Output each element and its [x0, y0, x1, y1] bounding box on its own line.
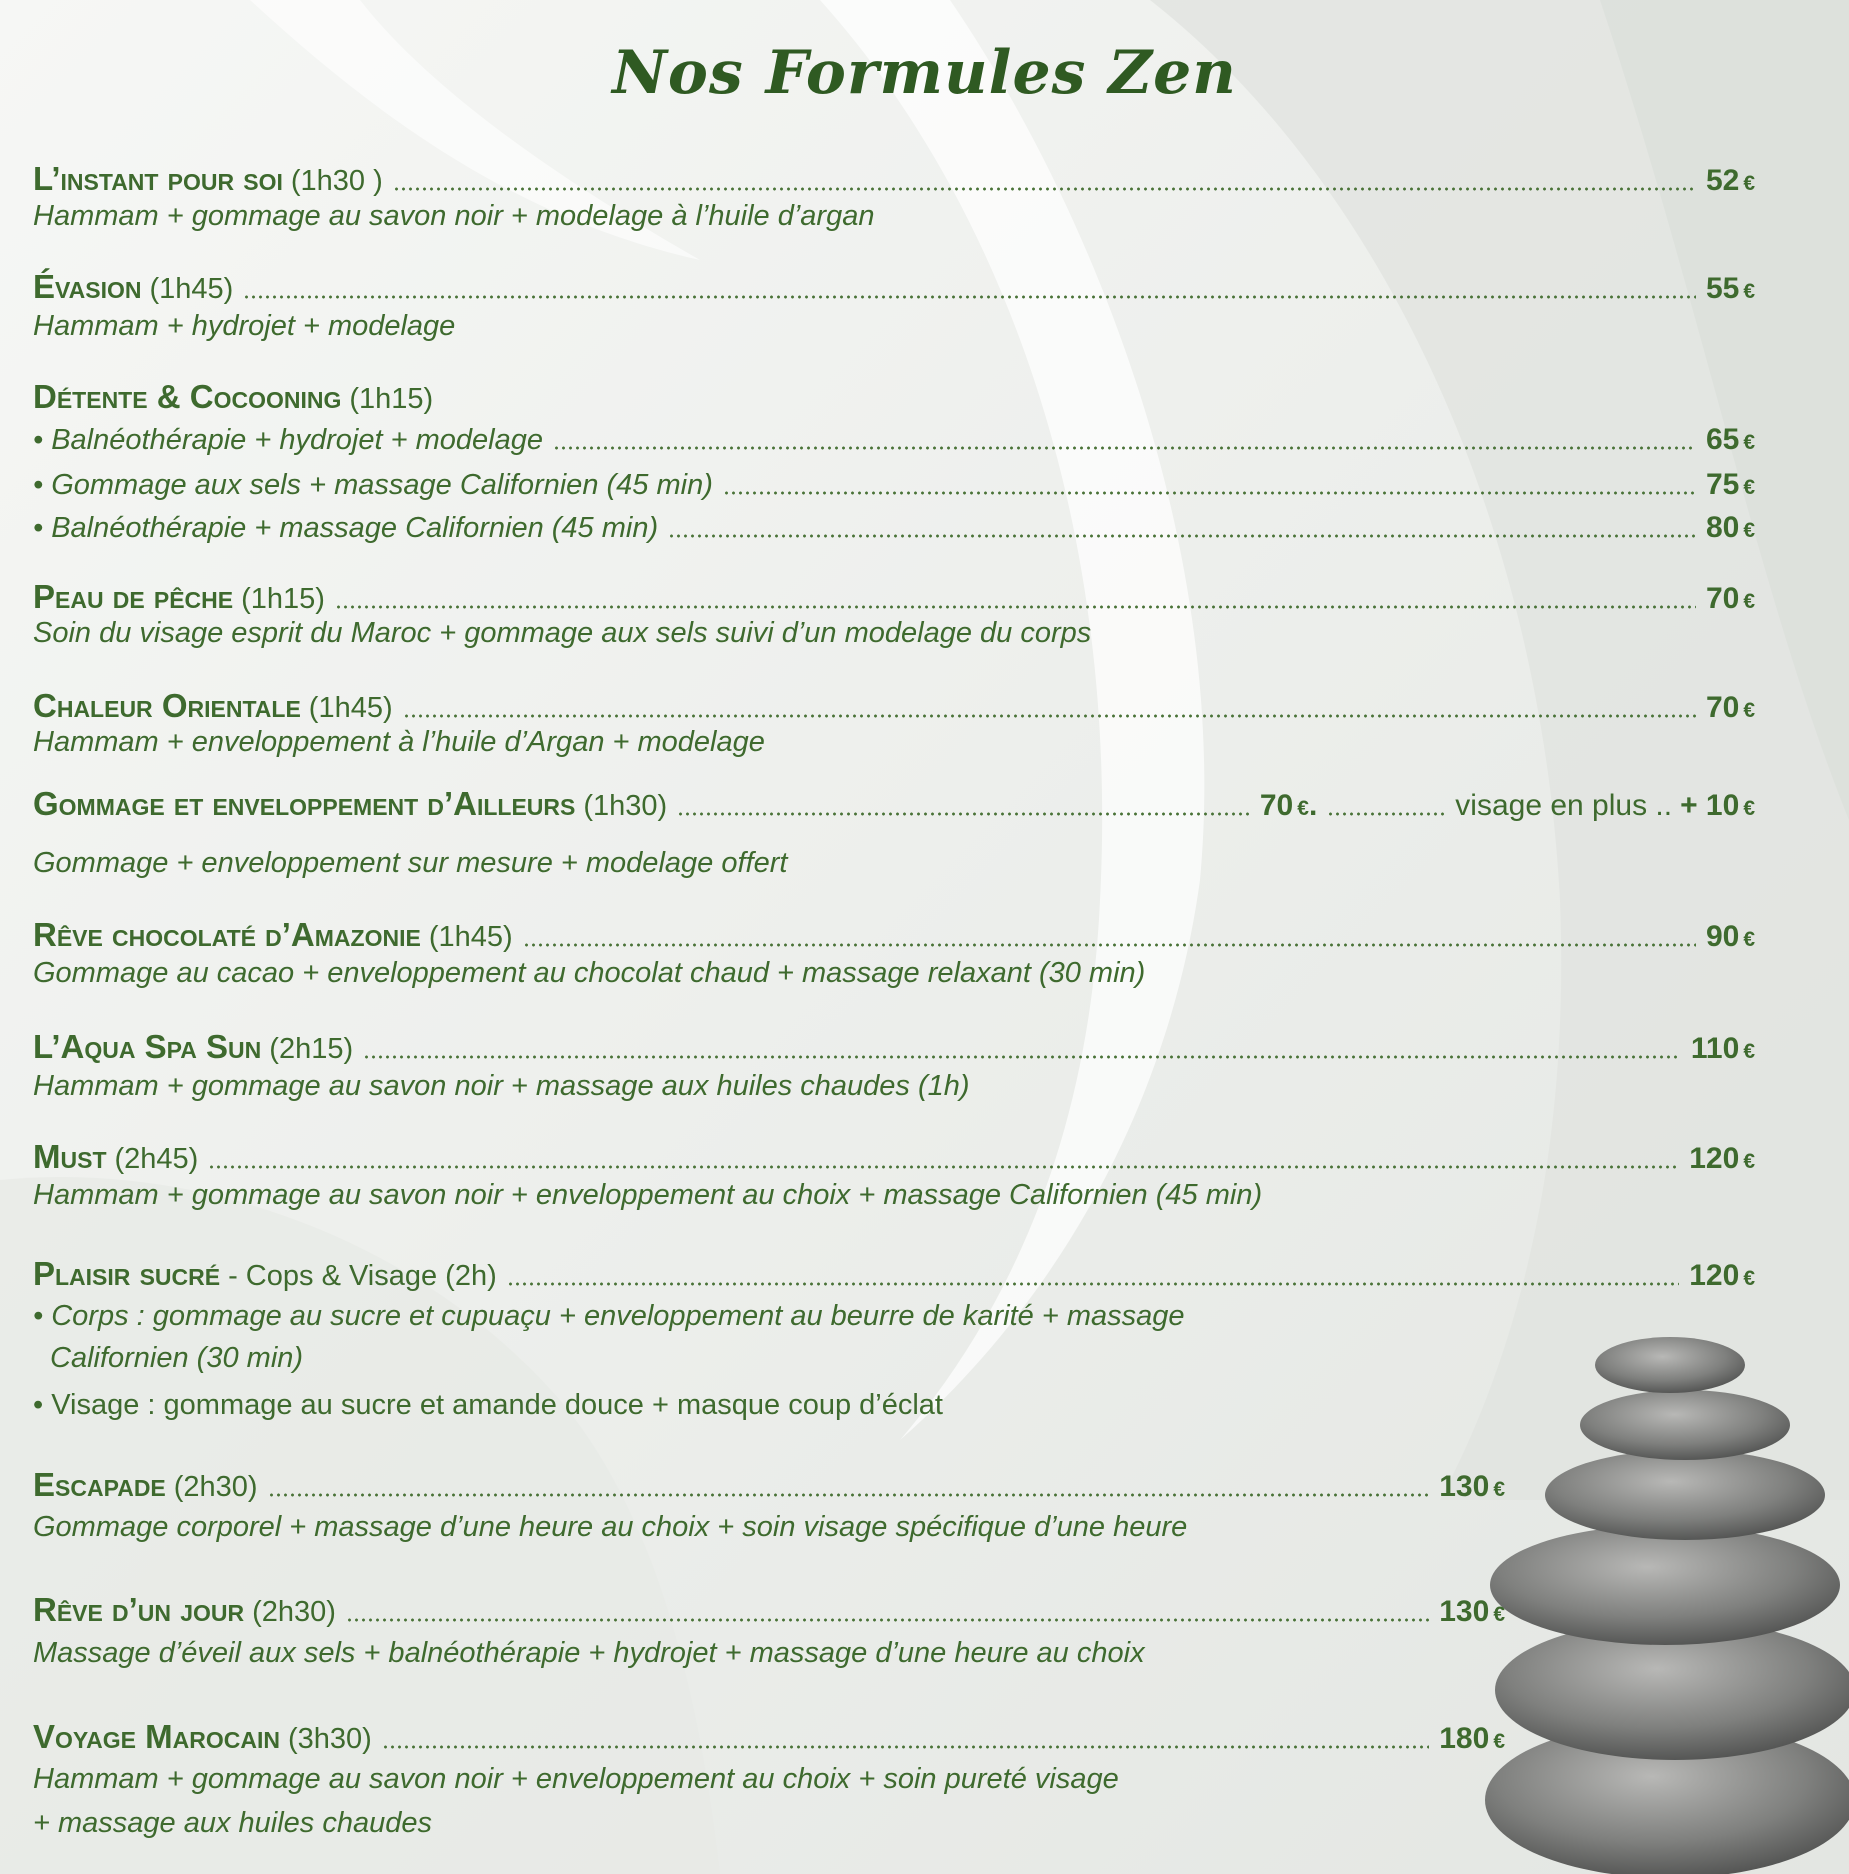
entry-description: Hammam + gommage au savon noir + enveloppement au choix + soin pureté visage	[33, 1763, 1119, 1795]
option-text: • Balnéothérapie + massage Californien (45 min)	[33, 512, 659, 544]
entry-line	[33, 1718, 1505, 1756]
entry-name: Détente & Cocooning	[33, 378, 342, 415]
entry-name: Rêve chocolaté d’Amazonie	[33, 916, 421, 953]
entry-description: + massage aux huiles chaudes	[33, 1807, 433, 1839]
entry-description: Hammam + gommage au savon noir + enveloppement au choix + massage Californien (45 min)	[33, 1179, 1263, 1211]
dot-leader	[507, 1282, 1680, 1286]
entry-line	[33, 1255, 1755, 1293]
entry-duration: (1h45)	[428, 921, 513, 953]
entry-price: 90 €	[1705, 920, 1755, 953]
bullet-text: Californien (30 min)	[50, 1342, 304, 1374]
option-text: • Gommage aux sels + massage Californien (45 min)	[33, 469, 713, 501]
option-line	[33, 423, 1755, 457]
entry-line	[33, 378, 1755, 416]
dot-leader	[723, 491, 1696, 495]
entry-description: Hammam + gommage au savon noir + massage aux huiles chaudes (1h)	[33, 1070, 970, 1102]
entry-price: 52 €	[1705, 164, 1755, 197]
entry-name: Peau de pêche	[33, 578, 234, 615]
option-line	[33, 468, 1755, 502]
entry-duration: (1h15)	[241, 583, 325, 615]
entry-description: Gommage + enveloppement sur mesure + modelage offert	[33, 847, 788, 879]
entry-price: 120 €	[1689, 1259, 1755, 1292]
entry-duration: (2h45)	[114, 1143, 199, 1175]
entry-description: Hammam + hydrojet + modelage	[33, 310, 456, 342]
entry-duration: (2h15)	[269, 1033, 354, 1065]
entry-name: L’Aqua Spa Sun	[33, 1028, 262, 1065]
entry-name: Escapade	[33, 1466, 166, 1503]
entry-price: 130 €	[1439, 1595, 1505, 1628]
entry-duration: (3h30)	[287, 1723, 372, 1755]
entry-name: L’instant pour soi	[33, 160, 283, 197]
entry-description: Hammam + enveloppement à l’huile d’Argan + modelage	[33, 726, 765, 758]
entry-line	[33, 1028, 1755, 1066]
entry-line	[33, 785, 1755, 823]
entry-name: Must	[33, 1138, 107, 1175]
entry-duration: - Cops & Visage (2h)	[228, 1260, 497, 1292]
entry-name: Voyage Marocain	[33, 1718, 280, 1755]
dot-leader	[523, 943, 1696, 947]
entry-duration: (1h45)	[149, 273, 234, 305]
dot-leader	[1327, 812, 1445, 816]
entry-line	[33, 160, 1755, 198]
option-price: 75 €	[1705, 468, 1755, 501]
entry-duration: (1h30)	[583, 790, 668, 822]
entry-price: 70 €	[1705, 691, 1755, 724]
entry-name: Rêve d’un jour	[33, 1591, 245, 1628]
dot-leader	[346, 1618, 1429, 1622]
entry-description: Gommage au cacao + enveloppement au chocolat chaud + massage relaxant (30 min)	[33, 957, 1146, 989]
entry-description: Soin du visage esprit du Maroc + gommage aux sels suivi d’un modelage du corps	[33, 617, 1092, 649]
entry-line	[33, 1138, 1755, 1176]
entry-line	[33, 687, 1755, 725]
entry-price: 70 €.	[1259, 789, 1318, 822]
dot-leader	[243, 295, 1696, 299]
extra-price: + 10 €	[1680, 789, 1755, 822]
entry-line	[33, 268, 1755, 306]
option-text: • Balnéothérapie + hydrojet + modelage	[33, 424, 543, 456]
entry-duration: (2h30)	[173, 1471, 258, 1503]
entry-line	[33, 1591, 1505, 1629]
entry-line	[33, 916, 1755, 954]
dot-leader	[268, 1493, 1430, 1497]
entry-duration: (1h30 )	[290, 165, 383, 197]
entry-name: Évasion	[33, 268, 142, 305]
dot-leader	[668, 534, 1696, 538]
option-line	[33, 511, 1755, 545]
entry-description: Gommage corporel + massage d’une heure au choix + soin visage spécifique d’une heure	[33, 1511, 1188, 1543]
entry-price: 120 €	[1689, 1142, 1755, 1175]
dot-leader	[363, 1055, 1681, 1059]
dot-leader	[403, 714, 1696, 718]
bullet-text: • Corps : gommage au sucre et cupuaçu + enveloppement au beurre de karité + massage	[33, 1300, 1185, 1332]
entry-price: 110 €	[1690, 1032, 1755, 1065]
dot-leader	[553, 446, 1696, 450]
entry-line	[33, 1466, 1505, 1504]
page-title: Nos Formules Zen	[612, 38, 1237, 108]
dot-leader	[208, 1165, 1679, 1169]
entry-duration: (1h45)	[308, 692, 393, 724]
entry-line	[33, 578, 1755, 616]
entry-price: 130 €	[1439, 1470, 1505, 1503]
entry-name: Plaisir sucré	[33, 1255, 221, 1292]
option-price: 65 €	[1705, 423, 1755, 456]
dot-leader	[393, 187, 1696, 191]
entry-price: 180 €	[1439, 1722, 1505, 1755]
entry-price: 55 €	[1705, 272, 1755, 305]
entry-duration: (2h30)	[252, 1596, 336, 1628]
entry-description: Hammam + gommage au savon noir + modelage à l’huile d’argan	[33, 200, 875, 232]
dot-leader	[335, 605, 1696, 609]
dot-leader	[382, 1745, 1429, 1749]
option-price: 80 €	[1705, 511, 1755, 544]
bullet-text: • Visage : gommage au sucre et amande douce + masque coup d’éclat	[33, 1389, 943, 1421]
extra-label: visage en plus ..	[1455, 789, 1673, 822]
dot-leader	[677, 812, 1250, 816]
entry-name: Gommage et enveloppement d’Ailleurs	[33, 785, 576, 822]
entry-duration: (1h15)	[349, 383, 434, 415]
entry-description: Massage d’éveil aux sels + balnéothérapie + hydrojet + massage d’une heure au choix	[33, 1637, 1145, 1669]
entry-name: Chaleur Orientale	[33, 687, 301, 724]
entry-price: 70 €	[1705, 582, 1755, 615]
